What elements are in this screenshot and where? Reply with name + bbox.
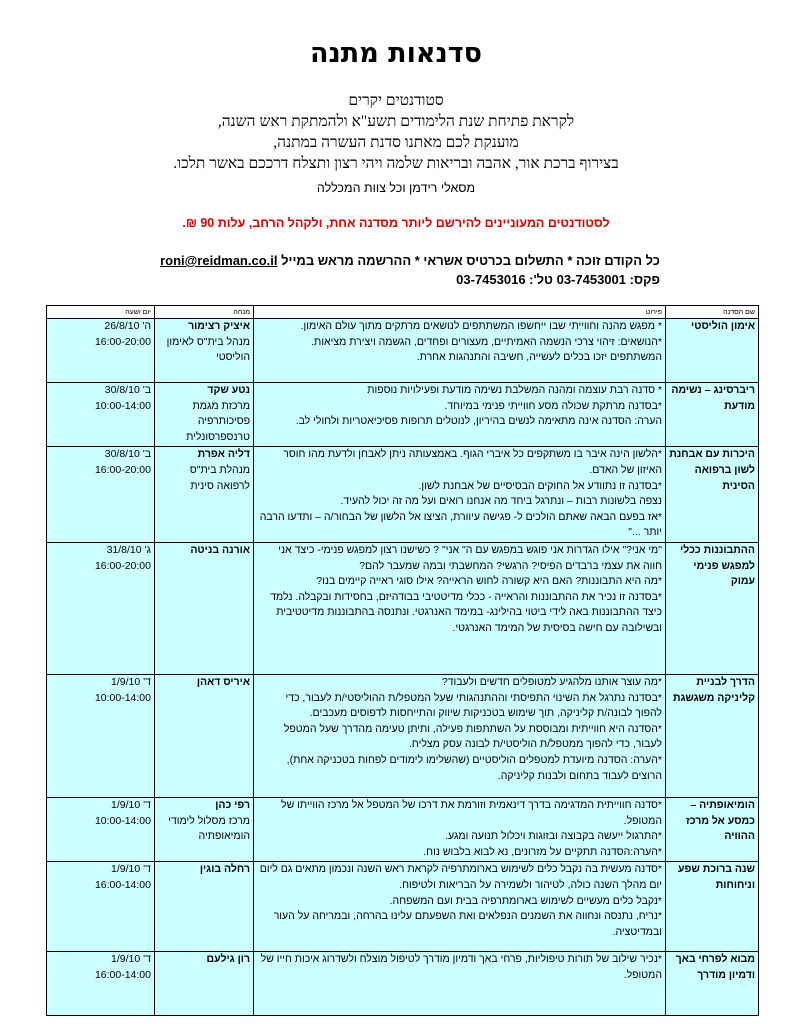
workshop-time: 10:00-14:00 (94, 691, 151, 704)
intro-line: בצירוף ברכת אור, אהבה ובריאות שלמה ויהי רצון ותצלח דרככם באשר תלכו. (173, 155, 619, 172)
table-row (47, 319, 759, 383)
description-line: *בסדנה זו נתוודע אל החוקים הבסיסיים של אבחנת לשון. (418, 479, 662, 492)
description-line: נצפה בלשונות רבות – ונתרגל ביחד מה אנחנו רואים ועל מה זה יכול להעיד. (340, 495, 662, 508)
workshop-trainer (155, 383, 254, 447)
workshop-time: 10:00-14:00 (94, 814, 151, 827)
trainer-role: מרכז מסלול לימודי הומיאופתיה (168, 814, 250, 843)
description-line: *הערה:הסדנה תתקיים על מזרונים, נא לבוא בלבוש נוח. (423, 845, 662, 858)
email-link[interactable]: roni@reidman.co.il (160, 253, 278, 268)
trainer-name: רפי כהן (215, 798, 250, 811)
workshop-trainer (155, 862, 254, 952)
workshop-day: ד' 1/9/10 (111, 953, 151, 966)
description-line: *נקבל כלים מעשיים לשימוש בארומתרפיה בבית ועם המשפחה. (389, 894, 662, 907)
workshop-schedule (47, 862, 155, 952)
workshop-day: ב' 30/8/10 (104, 384, 151, 396)
table-row (47, 952, 759, 1016)
intro-line: סטודנטים יקרים (348, 92, 444, 109)
contact-line: פקס: 03-7453001 טל': 03-7453016 (456, 272, 660, 287)
description-line: *בסדנה זו נכיר את ההתבוננות והראייה - ככלי מדיטטיבי בבודהיזם, בחסידות ובקבלה. נלמד כיצד ההתבוננות באה לידי ביטוי בהילינג- במימד האנרגטי. ונתנסה בהתבוננות מדיטטיבית ובשילובה עם חישה בסיסית של המימד האנרגטי. (270, 590, 662, 634)
trainer-role: מרכזת מגמת פסיכותרפיה טרנספרסונלית (186, 399, 250, 443)
header-name: שם הסדנה (666, 306, 759, 319)
workshop-description (254, 542, 666, 674)
description-line: *הערה: הסדנה מיועדת למטפלים הוליסטיים (שהשלימו לימודים לפחות בטכניקה אחת), הרוצים לעבוד בתחום ולבנות קליניקה. (286, 753, 662, 782)
workshop-schedule (47, 797, 155, 861)
description-line: *נריח, נתנסה ונחווה את השמנים הנפלאים ואת השפעתם עלינו בהרחה, ובמריחה על העור ובמדיטציה. (273, 910, 662, 938)
workshop-time: 10:00-14:00 (94, 399, 151, 412)
description-line: *מה היא התבוננות? האם היא קשורה לחוש הראייה? אילו סוגי ראייה קיימים בנו? (316, 575, 662, 588)
header-desc: פירוט (254, 306, 666, 319)
trainer-name: רחלה בוגין (199, 863, 250, 876)
table-header-row (47, 306, 759, 319)
promo-notice: לסטודנטים המעוניינים להירשם ליותר מסדנה אחת, ולקהל הרחב, עלות 90 ₪. (182, 216, 610, 230)
trainer-name: דליה אפרת (197, 448, 250, 461)
workshop-description (254, 862, 666, 952)
workshop-name: מבוא לפרחי באך ודמיון מודרך (666, 952, 759, 1016)
workshop-trainer (155, 447, 254, 543)
registration-notice (80, 251, 660, 289)
workshop-name: שנה ברוכת שפע וניחוחות (666, 862, 759, 952)
table-row (47, 797, 759, 861)
workshop-description (254, 797, 666, 861)
workshop-time: 16:00-20:00 (94, 463, 151, 476)
workshop-name: הומיאופתיה – כמסע אל מרכז ההוויה (666, 797, 759, 861)
intro-block (60, 90, 732, 199)
workshop-table (46, 305, 759, 1016)
trainer-name: נטע שקד (207, 384, 250, 396)
workshop-schedule (47, 319, 155, 383)
description-line: *בסדנה מרתקת שכולה מסע חווייתי פנימי במיוחד. (444, 399, 662, 412)
description-line: *נכיר שילוב של תורות טיפוליות, פרחי באך ודמיון מודרך לטיפול מוצלח ולשדרוג איכות חייו של המטופל. (260, 953, 662, 981)
workshop-name: היכרות עם אבחנת לשון ברפואה הסינית (666, 447, 759, 543)
description-line: * סדנה רבת עוצמה ומהנה המשלבת נשימה מודעת ופעילויות נוספות (367, 384, 662, 396)
description-line: *הסדנה היא חווייתית ומבוססת על השתתפות פעילה, ותיתן טעימה מהדרך שעל המטפל לעבור, כדי להפוך ממטפל/ת הוליסטי/ת לבונה עסק מצליח. (283, 722, 662, 751)
table-row (47, 542, 759, 674)
workshop-day: ה' 26/8/10 (104, 320, 151, 332)
header-when: יום ושעה (47, 306, 155, 319)
workshop-trainer (155, 674, 254, 797)
workshop-description (254, 383, 666, 447)
description-line: *אז בפעם הבאה שאתם הולכים ל- פגישה עיוורת, הציצו אל הלשון של הבחור/ה – ותדעו הרבה יותר ..." (259, 510, 662, 539)
registration-text: כל הקודם זוכה * התשלום בכרטיס אשראי * ההרשמה מראש במייל (281, 253, 660, 268)
header-trainer: מנחה (155, 306, 254, 319)
workshop-schedule (47, 674, 155, 797)
description-line: *מה עוצר אותנו מלהגיע למטופלים חדשים ולעבוד? (441, 675, 662, 688)
workshop-name: אימון הוליסטי (666, 319, 759, 383)
workshop-time: 16:00-14:00 (94, 878, 151, 891)
intro-line: מוענקת לכם מאתנו סדנת העשרה במתנה, (273, 134, 519, 151)
table-row (47, 674, 759, 797)
workshop-time: 16:00-20:00 (94, 335, 151, 348)
workshop-time: 16:00-14:00 (94, 968, 151, 981)
table-row (47, 447, 759, 543)
trainer-name: אורנה בניטה (190, 543, 250, 556)
page-title: סדנאות מתנה (310, 38, 482, 69)
table-row (47, 383, 759, 447)
workshop-description (254, 319, 666, 383)
workshop-schedule (47, 447, 155, 543)
description-line: *סדנה מעשית בה נקבל כלים לשימוש בארומתרפיה לקראת ראש השנה ונכמון מתאים גם ליום יום מהלך השנה כולה, לטיהור ולשמירה על הבריאות ולטיפוח. (259, 863, 662, 891)
workshop-day: ד' 1/9/10 (111, 675, 151, 688)
workshop-day: ד' 1/9/10 (111, 863, 151, 876)
workshop-trainer (155, 797, 254, 861)
description-line: * מפגש מהנה וחווייתי שבו ייחשפו המשתתפים לנושאים מרתקים מתוך עולם האימון. (300, 320, 662, 332)
workshop-schedule (47, 542, 155, 674)
workshop-description (254, 447, 666, 543)
description-line: "מי אני?" אילו הגדרות אני פוגש במפגש עם ה" אני" ? כשישנו רצון למפגש פנימי- כיצד אני חווה את עצמי ברבדים הפיסי? הרגשי? המחשבתי ובמה שמעבר להם? (278, 543, 662, 572)
workshop-name: ריברסינג – נשימה מודעת (666, 383, 759, 447)
workshop-name: הדרך לבניית קליניקה משגשגת (666, 674, 759, 797)
intro-signature: מסאלי רידמן וכל צוות המכללה (316, 181, 476, 195)
trainer-name: איריס דאהן (196, 675, 250, 688)
workshop-schedule (47, 952, 155, 1016)
description-line: *הלשון הינה איבר בו משתקפים כל איברי הגוף. באמצעותה ניתן לאבחן ולדעת מהו חוסר האיזון של האדם. (283, 448, 662, 476)
workshop-description (254, 952, 666, 1016)
workshop-day: ג' 31/8/10 (106, 543, 151, 556)
workshop-trainer (155, 319, 254, 383)
workshop-trainer (155, 952, 254, 1016)
description-line: הערה: הסדנה אינה מתאימה לנשים בהיריון, לנוטלים תרופות פסיכיאטריות ולחולי לב. (295, 415, 662, 428)
trainer-name: רון גילעם (206, 953, 250, 966)
workshop-description (254, 674, 666, 797)
description-line: *בסדנה נתרגל את השינוי התפיסתי וההתנהגותי שעל המטפל/ת ההוליסטי/ת לעבור, כדי להפוך לבונה/ת קליניקה, תוך שימוש בטכניקות שיווק והתייחסות לדפוסים מעכבים. (285, 691, 662, 720)
trainer-name: איציק רצימור (188, 320, 250, 332)
registration-line (80, 251, 660, 270)
workshop-day: ב' 30/8/10 (104, 448, 151, 461)
description-line: *סדנה חווייתית המדגימה בדרך דינאמית וזורמת את דרכו של המטפל אל מרכז הווייתו של המטופל. (281, 798, 662, 827)
workshop-trainer (155, 542, 254, 674)
trainer-role: מנהלת בית"ס לרפואה סינית (189, 463, 250, 492)
intro-line: לקראת פתיחת שנת הלימודים תשע"א ולהמתקת ראש השנה, (217, 113, 575, 130)
table-row (47, 862, 759, 952)
description-line: *התרגול ייעשה בקבוצה ובזוגות ויכלול תנועה ומגע. (445, 830, 662, 843)
workshop-day: ד' 1/9/10 (111, 798, 151, 811)
table-body (47, 319, 759, 1016)
description-line: *הנושאים: זיהוי צרכי הנשמה האמיתיים, מעצורים ופחדים, הגשמה ויצירת מציאות. המשתתפים יזכו בכלים לעשייה, חשיבה והתנהגות אחרת. (311, 335, 662, 364)
workshop-time: 16:00-20:00 (94, 559, 151, 572)
workshop-name: ההתבוננות ככלי למפגש פנימי עמוק (666, 542, 759, 674)
workshop-schedule (47, 383, 155, 447)
trainer-role: מנהל בית"ס לאימון הוליסטי (166, 335, 250, 364)
